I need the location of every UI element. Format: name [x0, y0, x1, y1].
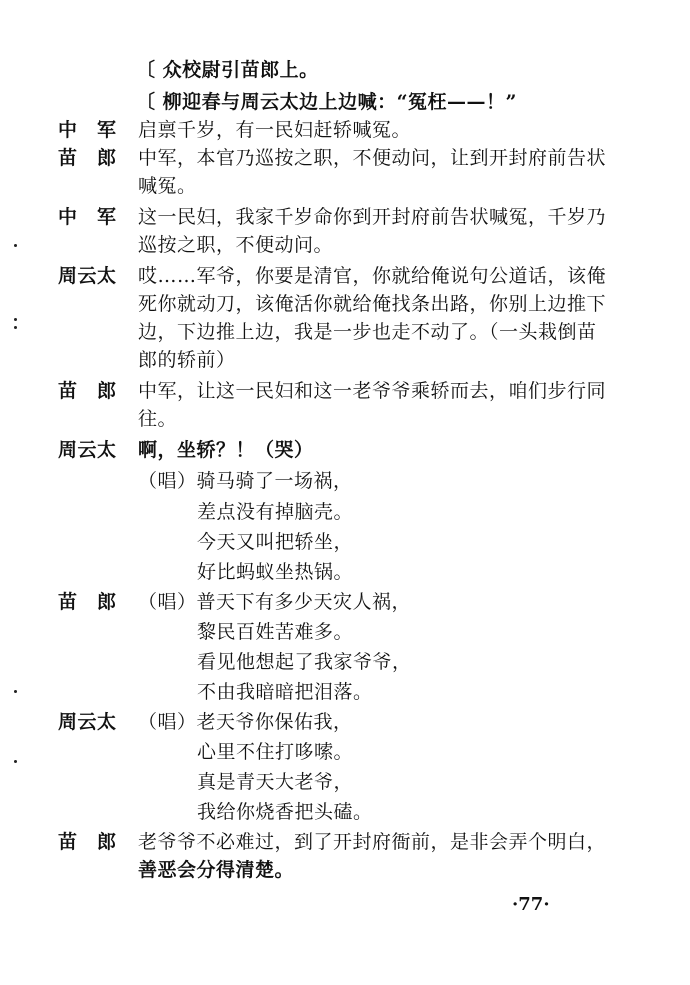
song-line: 差点没有掉脑壳。	[197, 501, 354, 523]
dialogue-line: 啊，坐轿？！（哭）	[138, 439, 314, 461]
scan-speck	[14, 690, 17, 693]
scan-speck	[14, 318, 17, 321]
dialogue-line: 喊冤。	[138, 175, 197, 197]
dialogue-line: 死你就动刀，该俺活你就给俺找条出路，你别上边推下	[138, 293, 607, 315]
dialogue-line: 这一民妇，我家千岁命你到开封府前告状喊冤，千岁乃	[138, 206, 607, 228]
speaker-label: 苗 郎	[58, 831, 117, 853]
song-line: 黎民百姓苦难多。	[197, 621, 354, 643]
song-line: （唱）老天爷你保佑我，	[138, 711, 353, 733]
dialogue-line: 老爷爷不必难过，到了开封府衙前，是非会弄个明白，	[138, 831, 607, 853]
dialogue-line: 中军，本官乃巡按之职，不便动问，让到开封府前告状	[138, 147, 607, 169]
song-line: 今天又叫把轿坐，	[197, 531, 354, 553]
speaker-label: 周云太	[58, 439, 117, 461]
stage-direction-1: 〔 众校尉引苗郎上。	[136, 59, 319, 81]
song-line: 心里不住打哆嗦。	[197, 741, 354, 763]
page-number: ·77·	[512, 894, 550, 915]
dialogue-line: 边，下边推上边，我是一步也走不动了。（一头栽倒苗	[138, 321, 597, 343]
dialogue-line: 善恶会分得清楚。	[138, 859, 295, 881]
dialogue-line: 往。	[138, 408, 178, 430]
scan-speck	[14, 244, 17, 247]
dialogue-line: 中军，让这一民妇和这一老爷爷乘轿而去，咱们步行同	[138, 380, 607, 402]
speaker-label: 苗 郎	[58, 380, 117, 402]
stage-direction-2: 〔 柳迎春与周云太边上边喊：“冤枉——！”	[136, 91, 517, 113]
song-line: 不由我暗暗把泪落。	[197, 681, 373, 703]
dialogue-line: 启禀千岁，有一民妇赶轿喊冤。	[138, 119, 412, 141]
song-line: 看见他想起了我家爷爷，	[197, 651, 412, 673]
song-line: 真是青天大老爷，	[197, 771, 354, 793]
song-line: 我给你烧香把头磕。	[197, 801, 373, 823]
speaker-label: 周云太	[58, 711, 117, 733]
scan-speck	[14, 326, 17, 329]
speaker-label: 中 军	[58, 206, 117, 228]
dialogue-line: 巡按之职，不便动问。	[138, 234, 334, 256]
speaker-label: 苗 郎	[58, 591, 117, 613]
dialogue-line: 郎的轿前）	[138, 349, 236, 371]
song-line: （唱）骑马骑了一场祸，	[138, 470, 353, 492]
song-line: （唱）普天下有多少天灾人祸，	[138, 591, 412, 613]
dialogue-line: 哎……军爷，你要是清官，你就给俺说句公道话，该俺	[138, 265, 607, 287]
scan-speck	[14, 760, 17, 763]
speaker-label: 苗 郎	[58, 147, 117, 169]
song-line: 好比蚂蚁坐热锅。	[197, 561, 354, 583]
speaker-label: 中 军	[58, 119, 117, 141]
speaker-label: 周云太	[58, 265, 117, 287]
